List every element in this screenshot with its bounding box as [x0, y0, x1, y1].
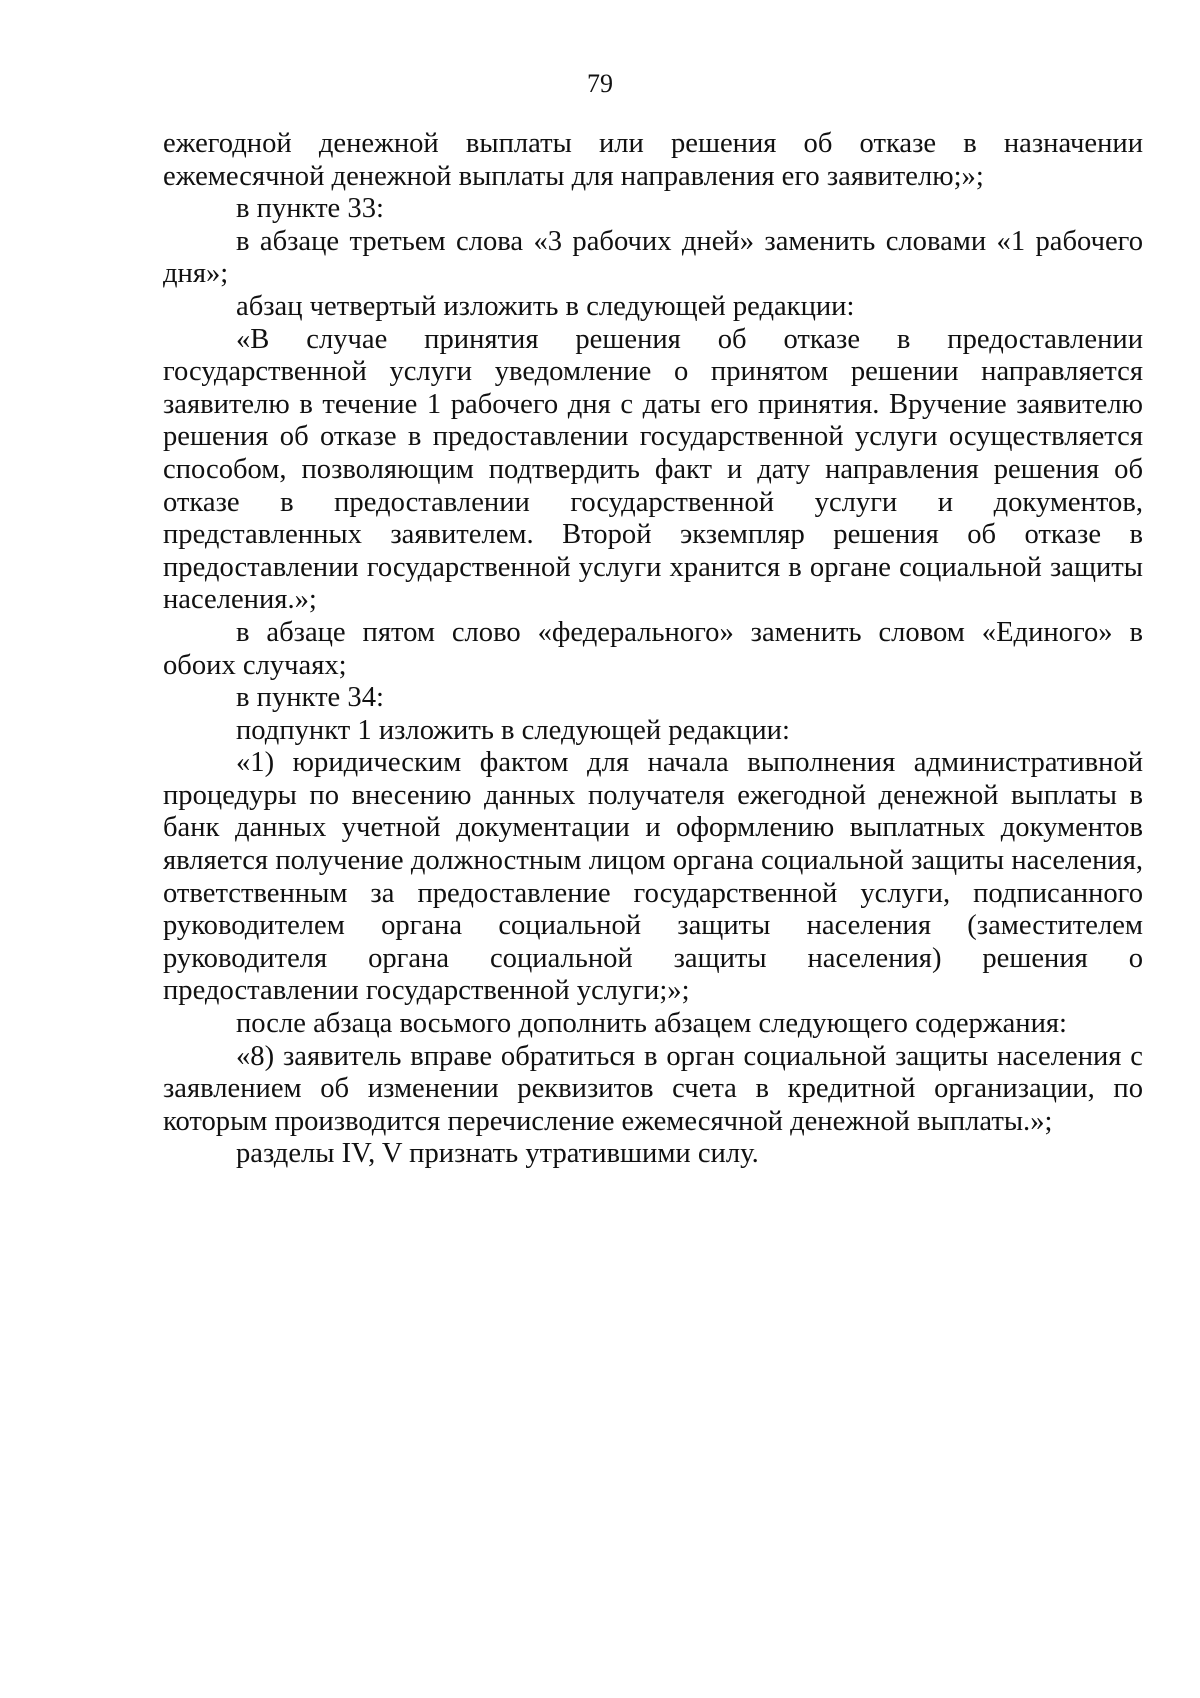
- paragraph-amend-fifth: в абзаце пятом слово «федерального» заменить словом «Единого» в обоих случаях;: [163, 616, 1143, 681]
- paragraph-item-34: в пункте 34:: [236, 682, 384, 714]
- document-body: [163, 128, 1143, 1171]
- page-number: 79: [587, 69, 613, 98]
- paragraph-subitem-1-text: «1) юридическим фактом для начала выполнения административной процедуры по внесению данных получателя ежегодной денежной выплаты в банк данных учетной документации и оформлению выплатных документов является получение должностным лицом органа социальной защиты населения, ответственным за предоставление государственной услуги, подписанного руководителем органа социальной защиты населения (заместителем руководителя органа социальной защиты населения) решения о предоставлении государственной услуги;»;: [163, 747, 1143, 1007]
- paragraph-fourth-intro: абзац четвертый изложить в следующей редакции:: [236, 290, 855, 322]
- paragraph-subitem-8-text: «8) заявитель вправе обратиться в орган социальной защиты населения с заявлением об изменении реквизитов счета в кредитной организации, по которым производится перечисление ежемесячной денежной выплаты.»;: [163, 1040, 1143, 1137]
- paragraph-amend-third: в абзаце третьем слова «3 рабочих дней» заменить словами «1 рабочего дня»;: [163, 225, 1143, 290]
- paragraph-sections-void: разделы IV, V признать утратившими силу.: [236, 1138, 759, 1170]
- paragraph-after-eighth: после абзаца восьмого дополнить абзацем следующего содержания:: [236, 1008, 1067, 1040]
- paragraph-item-33: в пункте 33:: [236, 193, 384, 225]
- paragraph-refusal-text: «В случае принятия решения об отказе в предоставлении государственной услуги уведомление о принятом решении направляется заявителю в течение 1 рабочего дня с даты его принятия. Вручение заявителю решения об отказе в предоставлении государственной услуги осуществляется способом, позволяющим подтвердить факт и дату направления решения об отказе в предоставлении государственной услуги и документов, представленных заявителем. Второй экземпляр решения об отказе в предоставлении государственной услуги хранится в органе социальной защиты населения.»;: [163, 323, 1143, 616]
- paragraph-continuation: ежегодной денежной выплаты или решения об отказе в назначении ежемесячной денежной выплаты для направления его заявителю;»;: [163, 128, 1143, 192]
- paragraph-subitem-1-intro: подпункт 1 изложить в следующей редакции:: [236, 714, 790, 746]
